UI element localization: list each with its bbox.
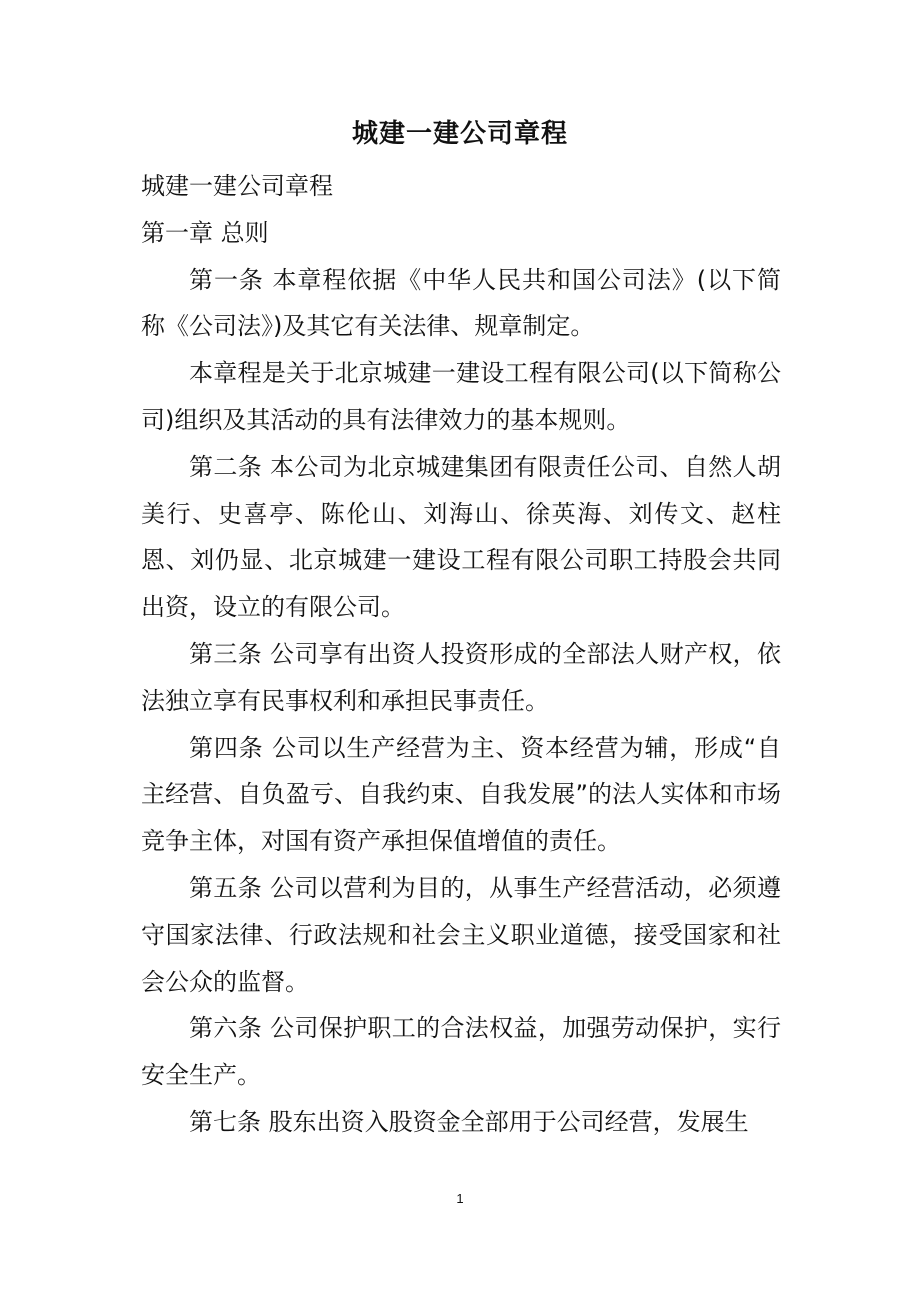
document-body <box>141 163 781 1146</box>
article-1: 第一条 本章程依据《中华人民共和国公司法》(以下简称《公司法》)及其它有关法律、规章制定。 <box>141 265 781 341</box>
article-2: 第二条 本公司为北京城建集团有限责任公司、自然人胡美行、史喜亭、陈伦山、刘海山、徐英海、刘传文、赵柱恩、刘仍显、北京城建一建设工程有限公司职工持股会共同出资，设立的有限公司。 <box>141 452 781 622</box>
article-3: 第三条 公司享有出资人投资形成的全部法人财产权，依法独立享有民事权利和承担民事责任。 <box>141 639 781 715</box>
article-4: 第四条 公司以生产经营为主、资本经营为辅，形成“自主经营、自负盈亏、自我约束、自我发展”的法人实体和市场竞争主体，对国有资产承担保值增值的责任。 <box>141 733 781 856</box>
article-1-paragraph-2: 本章程是关于北京城建一建设工程有限公司(以下简称公司)组织及其活动的具有法律效力的基本规则。 <box>141 359 781 434</box>
article-6: 第六条 公司保护职工的合法权益，加强劳动保护，实行安全生产。 <box>141 1014 781 1090</box>
article-5: 第五条 公司以营利为目的，从事生产经营活动，必须遵守国家法律、行政法规和社会主义职业道德，接受国家和社会公众的监督。 <box>141 873 781 996</box>
chapter-heading: 第一章 总则 <box>141 218 269 247</box>
document-subtitle: 城建一建公司章程 <box>141 172 333 200</box>
article-7: 第七条 股东出资入股资金全部用于公司经营，发展生 <box>189 1107 749 1136</box>
document-title: 城建一建公司章程 <box>351 119 568 149</box>
page-number: 1 <box>456 1191 464 1206</box>
